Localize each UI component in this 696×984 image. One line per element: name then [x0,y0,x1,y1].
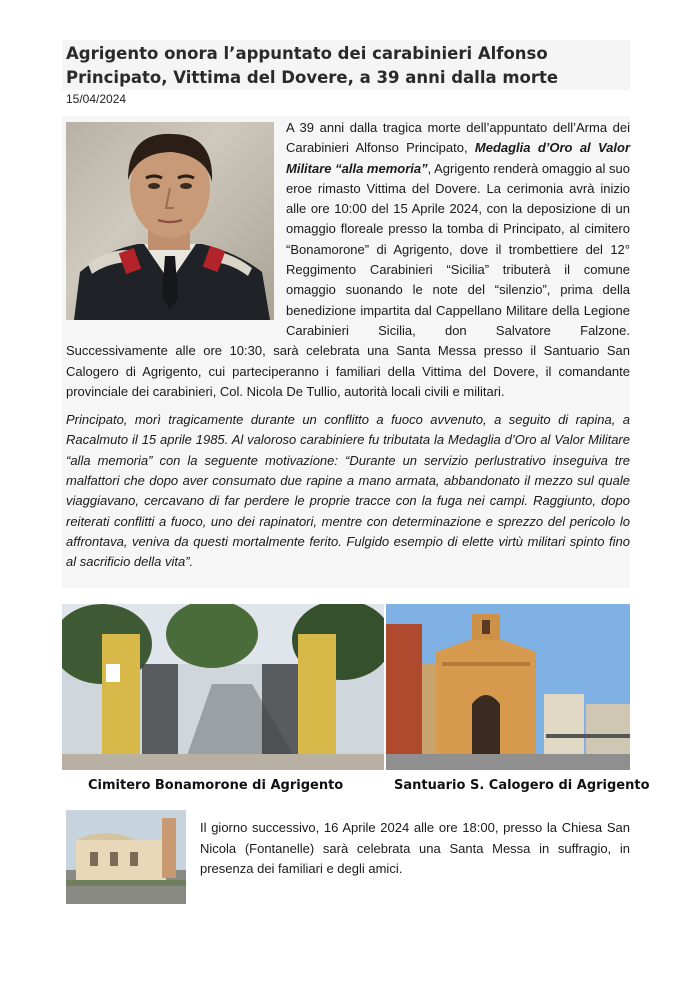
paragraph-2: Principato, morì tragicamente durante un conflitto a fuoco avvenuto, a seguito di rapina, a Racalmuto il 15 aprile 1985. Al valoroso carabiniere fu tributata la Medaglia d’Oro al Valor Militare “alla memoria” con la seguente motivazione: “Durante un servizio perlustrativo inseguiva tre malfattori che dopo aver consumato due rapine a mano armata, abbandonato il mezzo sul quale viaggiavano, cercavano di far perdere le proprie tracce con la fuga nei campi. Raggiunto, dopo reiterati conflitti a fuoco, uno dei rapinatori, mentre con determinazione e sprezzo del pericolo lo affrontava, veniva da questi mortalmente ferito. Fulgido esempio di elette virtù militari spinto fino al sacrificio della vita”. [66,412,630,570]
medal-title: Medaglia d’Oro al Valor Militare “alla memoria” [286,140,631,176]
sanctuary-photo [386,604,630,770]
cemetery-photo [62,604,384,770]
paragraph-3: Il giorno successivo, 16 Aprile 2024 alle ore 18:00, presso la Chiesa San Nicola (Fontanelle) sarà celebrata una Santa Messa in suffragio, in presenza dei familiari e degli amici. [200,820,630,876]
portrait-image [66,122,274,320]
caption-sanctuary: Santuario S. Calogero di Agrigento [394,778,650,793]
article-title: Agrigento onora l’appuntato dei carabinieri Alfonso Principato, Vittima del Dovere, a 39 anni dalla morte [66,44,559,87]
paragraph-1-rest: , Agrigento renderà omaggio al suo eroe rimasto Vittima del Dovere. La cerimonia avrà inizio alle ore 10:00 del 15 Aprile 2024, con la deposizione di un omaggio floreale presso la tomba di Principato, al cimitero “Bonamorone” di Agrigento, dove il trombettiere del 12° Reggimento Carabinieri “Sicilia” tributerà il comune omaggio suonando le note del “silenzio”, prima della benedizione impartita dal Cappellano Militare della Legione Carabinieri Sicilia, don Salvatore Falzone. Successivamente alle ore 10:30, sarà celebrata una Santa Messa presso il Santuario San Calogero di Agrigento, cui parteciperanno i familiari della Vittima del Dovere, il comandante provinciale dei carabinieri, Col. Nicola De Tullio, autorità locali civili e militari. [66,160,630,399]
church-san-nicola-photo [66,810,186,904]
article-date: 15/04/2024 [66,92,127,106]
caption-cemetery: Cimitero Bonamorone di Agrigento [88,778,344,793]
paragraph-1-start: A 39 anni dalla tragica morte dell’appuntato dell’Arma dei Carabinieri Alfonso Principato, [286,120,630,156]
article-body [66,118,630,581]
